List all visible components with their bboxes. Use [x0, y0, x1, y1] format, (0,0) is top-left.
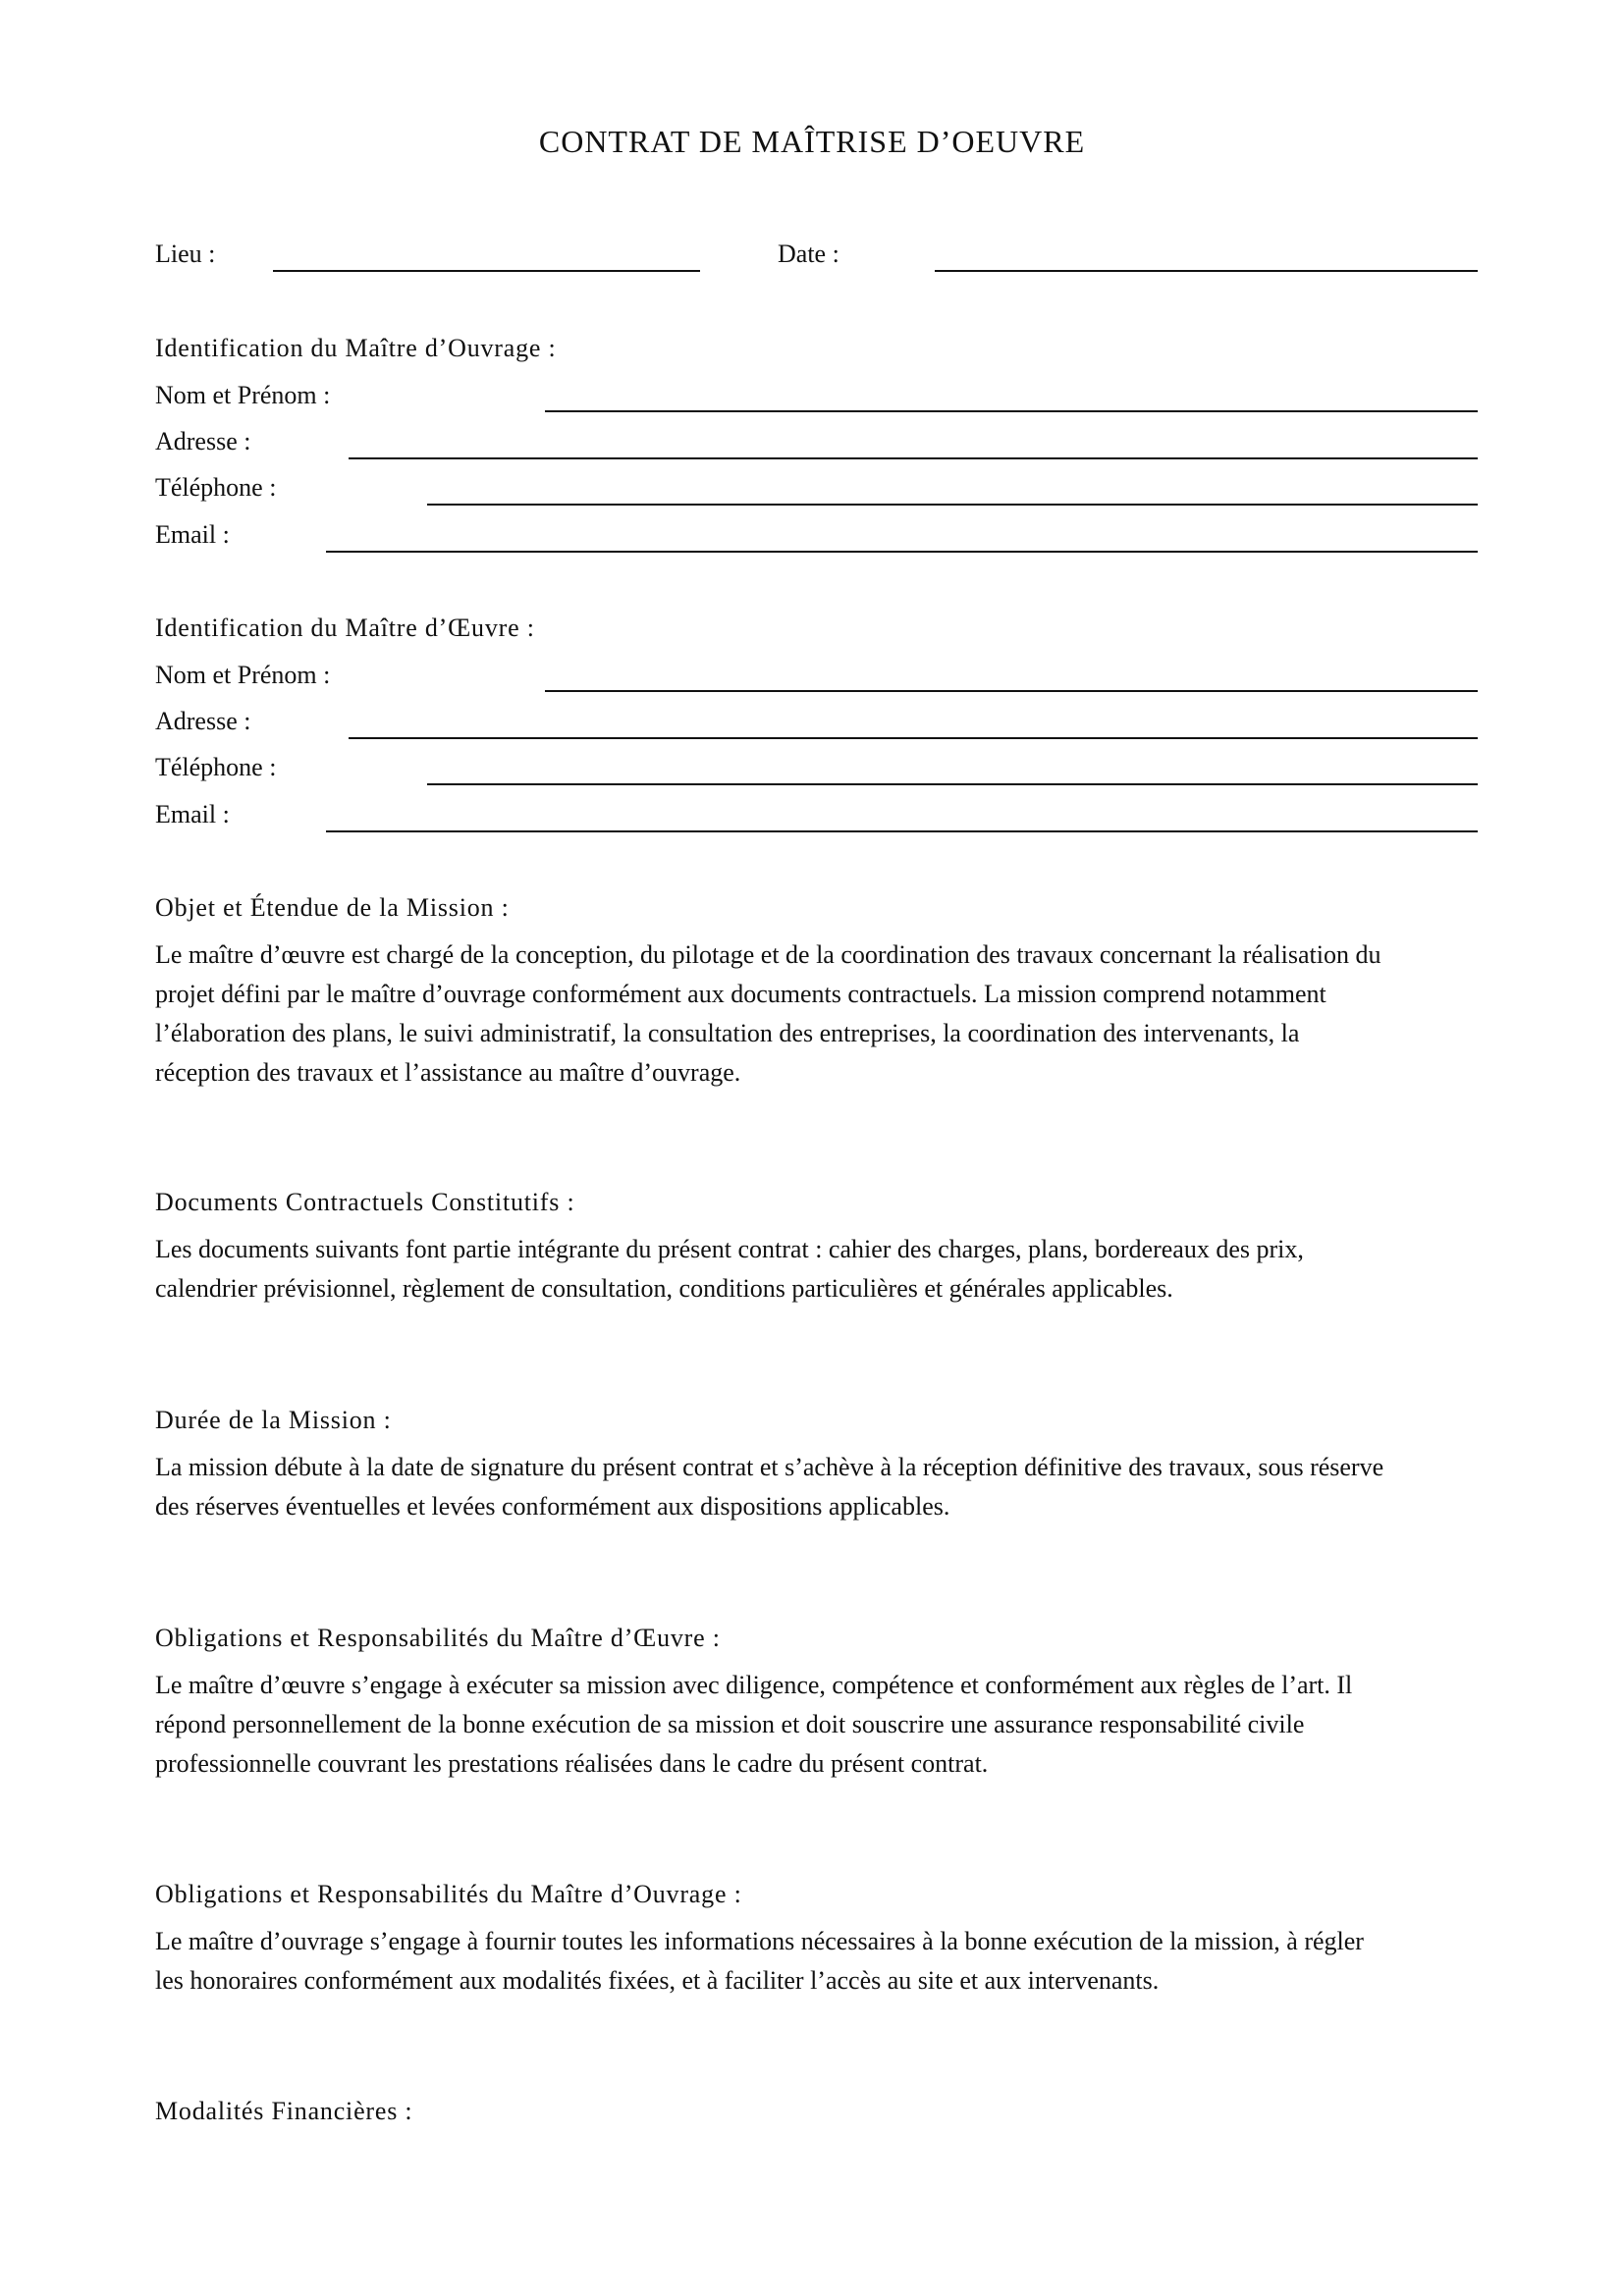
section-paragraph — [155, 935, 1490, 1093]
moe-telephone-field[interactable] — [427, 783, 1478, 785]
lieu-field[interactable] — [273, 270, 700, 272]
maitre-oeuvre-heading: Identification du Maître d’Œuvre : — [155, 614, 535, 642]
mo-nom-field[interactable] — [545, 410, 1478, 412]
moe-adresse-field[interactable] — [349, 737, 1478, 739]
paragraph-line: l’élaboration des plans, le suivi administratif, la consultation des entreprises, la coordination des intervenants, la — [155, 1019, 1300, 1047]
date-label: Date : — [778, 240, 839, 268]
paragraph-line: Les documents suivants font partie intégrante du présent contrat : cahier des charges, plans, bordereaux des prix, — [155, 1235, 1304, 1263]
section-paragraph — [155, 1448, 1490, 1526]
paragraph-line: les honoraires conformément aux modalités fixées, et à faciliter l’accès au site et aux intervenants. — [155, 1966, 1160, 1995]
paragraph-line: projet défini par le maître d’ouvrage conformément aux documents contractuels. La mission comprend notamment — [155, 980, 1326, 1008]
mo-email-field[interactable] — [326, 551, 1478, 553]
section-heading: Modalités Financières : — [155, 2097, 413, 2125]
moe-adresse-label: Adresse : — [155, 707, 251, 735]
paragraph-line: calendrier prévisionnel, règlement de consultation, conditions particulières et générales applicables. — [155, 1274, 1173, 1303]
mo-adresse-field[interactable] — [349, 457, 1478, 459]
lieu-label: Lieu : — [155, 240, 216, 268]
mo-email-label: Email : — [155, 520, 230, 549]
moe-nom-label: Nom et Prénom : — [155, 661, 331, 689]
paragraph-line: professionnelle couvrant les prestations réalisées dans le cadre du présent contrat. — [155, 1749, 989, 1778]
paragraph-line: des réserves éventuelles et levées conformément aux dispositions applicables. — [155, 1492, 950, 1521]
section-paragraph — [155, 1922, 1490, 2001]
moe-email-label: Email : — [155, 800, 230, 828]
mo-nom-label: Nom et Prénom : — [155, 381, 331, 409]
paragraph-line: répond personnellement de la bonne exécution de sa mission et doit souscrire une assurance responsabilité civile — [155, 1710, 1305, 1738]
mo-adresse-label: Adresse : — [155, 427, 251, 455]
paragraph-line: Le maître d’œuvre est chargé de la conception, du pilotage et de la coordination des travaux concernant la réalisation du — [155, 940, 1381, 969]
moe-nom-field[interactable] — [545, 690, 1478, 692]
section-paragraph — [155, 1666, 1490, 1784]
section-heading: Documents Contractuels Constitutifs : — [155, 1188, 575, 1216]
document-title: CONTRAT DE MAÎTRISE D’OEUVRE — [538, 124, 1086, 159]
moe-telephone-label: Téléphone : — [155, 753, 277, 781]
moe-email-field[interactable] — [326, 830, 1478, 832]
paragraph-line: réception des travaux et l’assistance au maître d’ouvrage. — [155, 1058, 741, 1087]
section-heading: Obligations et Responsabilités du Maître d’Œuvre : — [155, 1624, 721, 1652]
mo-telephone-field[interactable] — [427, 504, 1478, 506]
mo-telephone-label: Téléphone : — [155, 473, 277, 502]
section-heading: Obligations et Responsabilités du Maître d’Ouvrage : — [155, 1880, 742, 1908]
paragraph-line: La mission débute à la date de signature du présent contrat et s’achève à la réception définitive des travaux, sous réserve — [155, 1453, 1384, 1481]
maitre-ouvrage-heading: Identification du Maître d’Ouvrage : — [155, 334, 557, 362]
section-heading: Durée de la Mission : — [155, 1406, 392, 1434]
paragraph-line: Le maître d’ouvrage s’engage à fournir toutes les informations nécessaires à la bonne exécution de la mission, à régler — [155, 1927, 1364, 1955]
paragraph-line: Le maître d’œuvre s’engage à exécuter sa mission avec diligence, compétence et conformément aux règles de l’art. Il — [155, 1671, 1353, 1699]
section-paragraph — [155, 1230, 1490, 1308]
date-field[interactable] — [935, 270, 1478, 272]
section-heading: Objet et Étendue de la Mission : — [155, 893, 510, 922]
